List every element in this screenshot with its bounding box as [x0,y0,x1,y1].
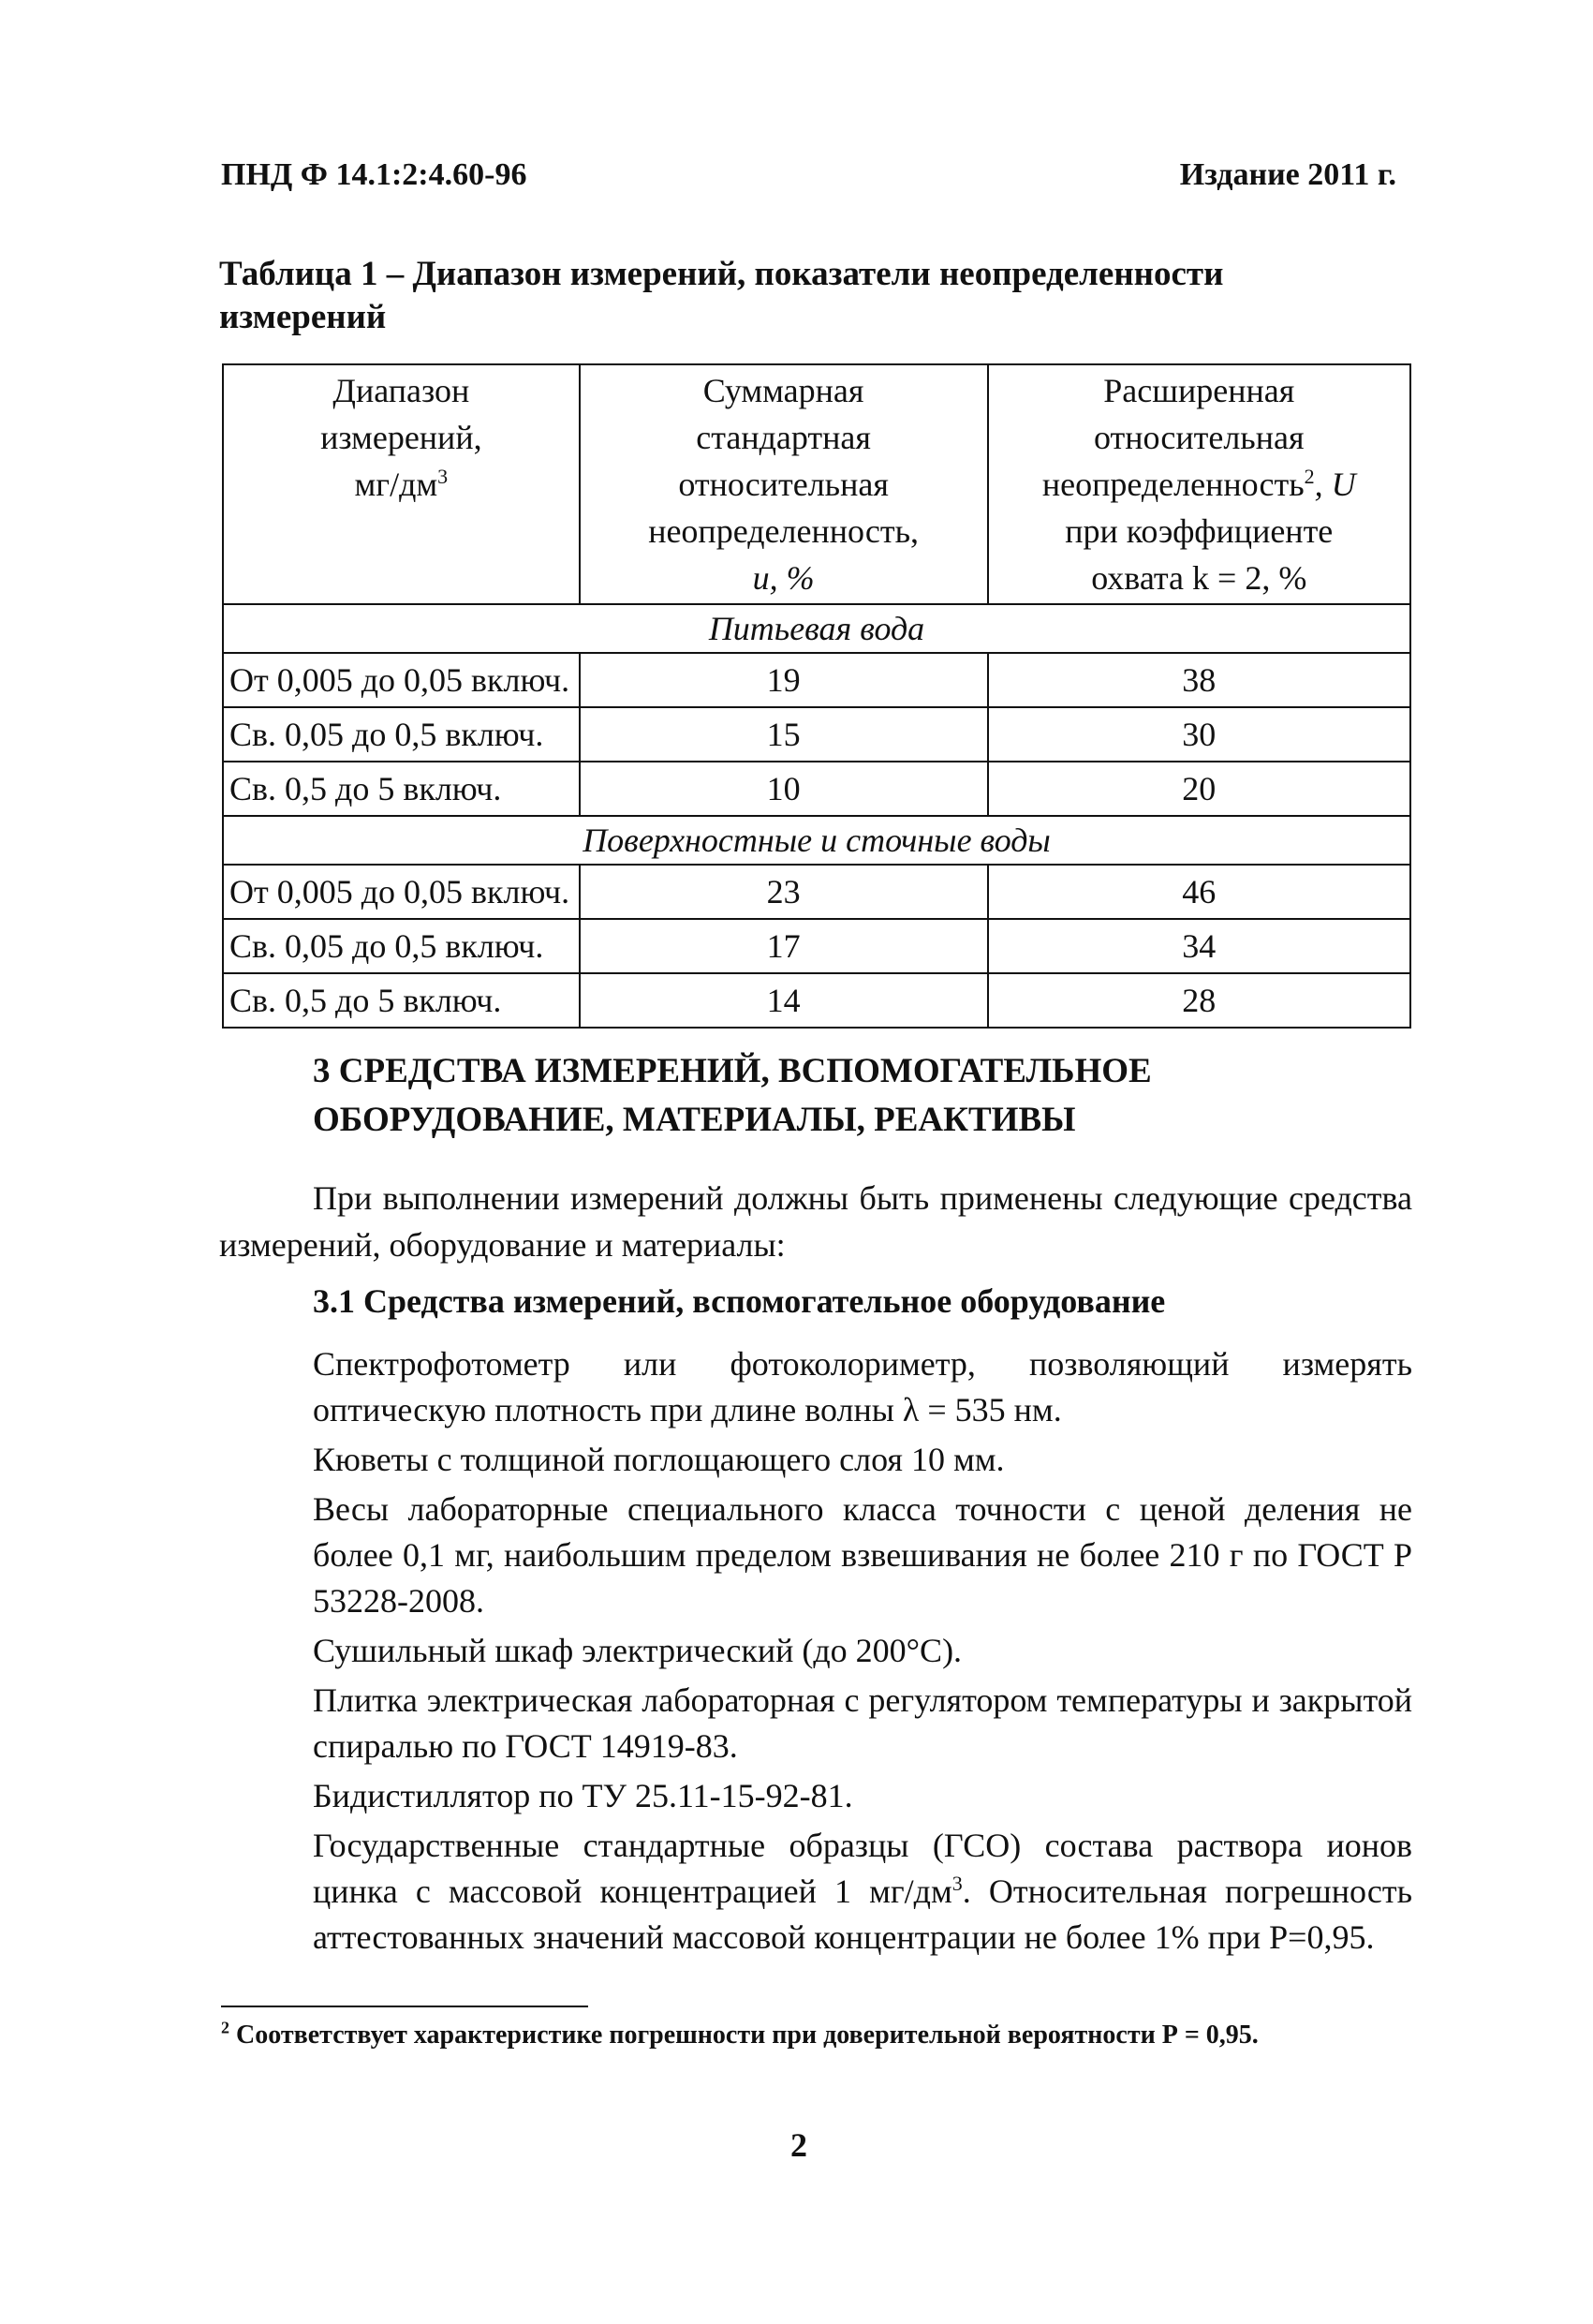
header-line: Суммарная [702,372,864,409]
section-3-intro: При выполнении измерений должны быть применены следующие средства измерений, оборудование и материалы: [219,1179,1412,1264]
standard-uncertainty-cell: 19 [580,653,988,707]
standard-uncertainty-cell: 14 [580,973,988,1028]
col-header-expanded-uncertainty [988,364,1410,604]
header-line: неопределенность, [648,512,919,550]
standard-uncertainty-cell: 17 [580,919,988,973]
table-row [223,973,1410,1028]
standard-uncertainty-cell: 10 [580,762,988,816]
list-item: Кюветы с толщиной поглощающего слоя 10 мм. [313,1441,1005,1478]
header-line: охвата k = 2, % [1091,559,1307,597]
header-line [996,461,1402,508]
edition-label: Издание 2011 г. [1179,157,1396,192]
table-row [223,762,1410,816]
unit-text: мг/дм [354,466,438,503]
section-title-drinking-water: Питьевая вода [223,604,1410,653]
table-row [223,707,1410,762]
document-code: ПНД Ф 14.1:2:4.60-96 [221,157,527,192]
list-item: Плитка электрическая лабораторная с регулятором температуры и закрытой спиралью по ГОСТ 14919-83. [313,1681,1412,1765]
section-row [223,604,1410,653]
expanded-uncertainty-cell: 46 [988,865,1410,919]
expanded-uncertainty-cell: 30 [988,707,1410,762]
list-item: Спектрофотометр или фотоколориметр, позволяющий измерять оптическую плотность при длине волны λ = 535 нм. [313,1345,1412,1428]
list-item-text: Государственные стандартные образцы (ГСО) состава раствора ионов цинка с массовой концентрацией 1 мг/дм [313,1827,1412,1910]
section-3-title: 3 СРЕДСТВА ИЗМЕРЕНИЙ, ВСПОМОГАТЕЛЬНОЕ ОБОРУДОВАНИЕ, МАТЕРИАЛЫ, РЕАКТИВЫ [313,1052,1152,1139]
range-cell: Св. 0,05 до 0,5 включ. [223,919,580,973]
equipment-list [313,1341,1412,1964]
col-header-range [223,364,580,604]
list-item [313,1823,1412,1961]
footnote-divider [221,2006,588,2007]
header-text: неопределенность [1041,466,1305,503]
footnote-ref: 2 [1304,465,1315,488]
header-line: u, % [752,559,815,597]
standard-uncertainty-cell: 23 [580,865,988,919]
table-row [223,919,1410,973]
footnote-text: Соответствует характеристике погрешности при доверительной вероятности Р = 0,95. [229,2021,1259,2050]
table-header-row [223,364,1410,604]
range-cell: Св. 0,5 до 5 включ. [223,762,580,816]
table-row [223,865,1410,919]
table-row [223,653,1410,707]
table-caption: Таблица 1 – Диапазон измерений, показатели неопределенности измерений [219,255,1224,336]
range-cell: От 0,005 до 0,05 включ. [223,653,580,707]
header-line: измерений, [320,419,482,456]
section-title-surface-waste-water: Поверхностные и сточные воды [223,816,1410,865]
footnote-marker: 2 [221,2018,229,2037]
list-item: Весы лабораторные специального класса точности с ценой деления не более 0,1 мг, наибольшим пределом взвешивания не более 210 г по ГОСТ Р 53228-2008. [313,1490,1412,1620]
header-line: при коэффициенте [1065,512,1334,550]
range-cell: От 0,005 до 0,05 включ. [223,865,580,919]
range-cell: Св. 0,05 до 0,5 включ. [223,707,580,762]
subsection-3-1-title: 3.1 Средства измерений, вспомогательное оборудование [313,1282,1166,1320]
list-item-text: . Относительная погрешность аттестованных значений массовой концентрации не более 1% при Р=0,95. [313,1873,1412,1956]
header-line: Диапазон [332,372,470,409]
expanded-uncertainty-cell: 28 [988,973,1410,1028]
list-item: Сушильный шкаф электрический (до 200°С). [313,1632,963,1669]
superscript: 3 [951,1872,963,1895]
range-cell: Св. 0,5 до 5 включ. [223,973,580,1028]
expanded-uncertainty-cell: 20 [988,762,1410,816]
col-header-standard-uncertainty [580,364,988,604]
superscript: 3 [437,465,449,488]
uncertainty-table [222,363,1411,1029]
header-line: Расширенная [1103,372,1295,409]
header-line [231,461,571,508]
list-item: Бидистиллятор по ТУ 25.11-15-92-81. [313,1777,853,1814]
page-number: 2 [790,2126,807,2164]
header-line: относительная [678,466,889,503]
section-row [223,816,1410,865]
standard-uncertainty-cell: 15 [580,707,988,762]
header-line: стандартная [696,419,871,456]
expanded-uncertainty-cell: 38 [988,653,1410,707]
header-text: , U [1314,466,1356,503]
header-line: относительная [1093,419,1305,456]
footnote [221,2018,1259,2050]
expanded-uncertainty-cell: 34 [988,919,1410,973]
